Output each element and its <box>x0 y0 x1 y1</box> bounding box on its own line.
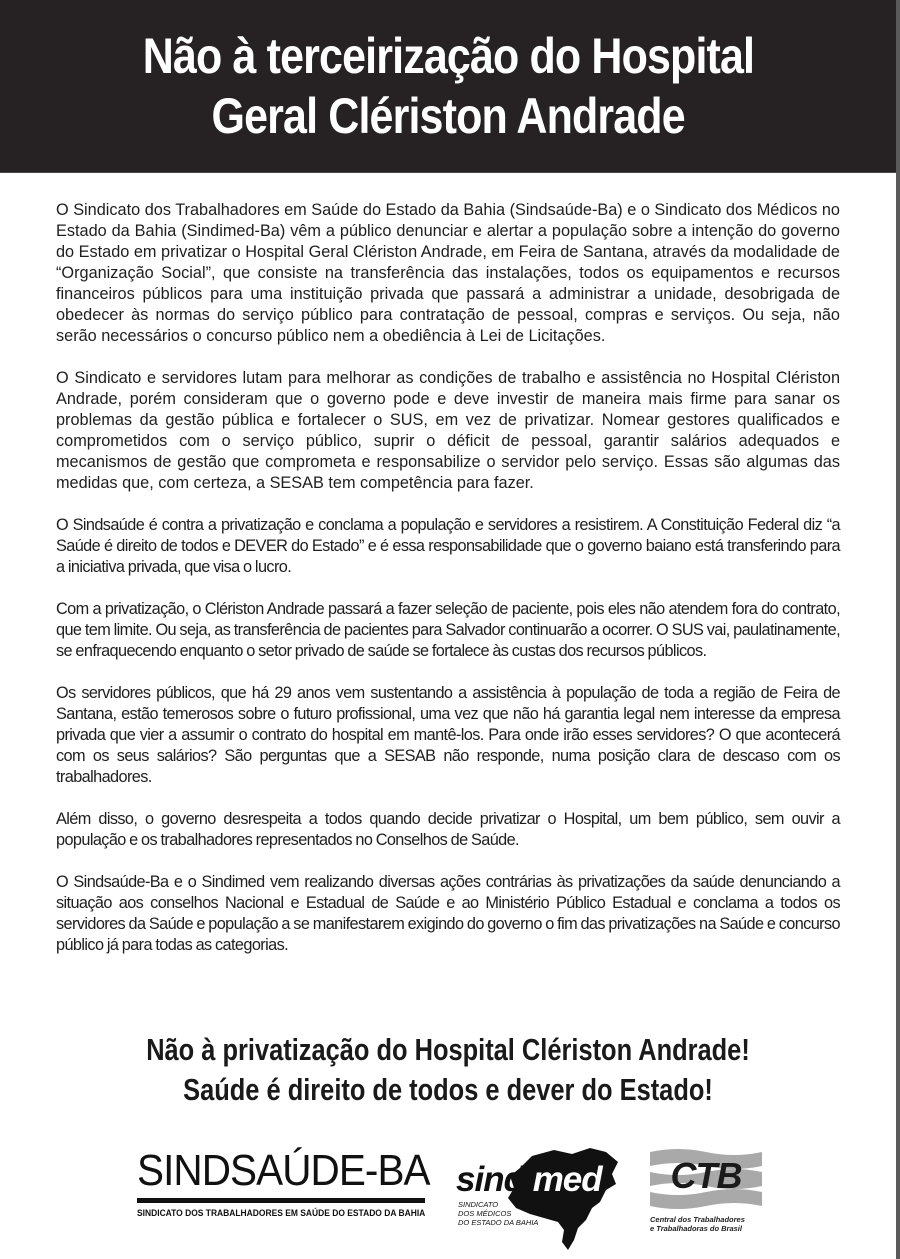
slogans <box>0 1030 896 1110</box>
ctb-logo-subtitle: Central dos Trabalhadores e Trabalhadoras do Brasil <box>650 1215 745 1233</box>
sindsaude-logo-subtitle: SINDICATO DOS TRABALHADORES EM SAÚDE DO ESTADO DA BAHIA <box>137 1208 426 1218</box>
page-title-line-1: Não à terceirização do Hospital <box>142 28 754 84</box>
sindimed-logo-subtitle: SINDICATO DOS MÉDICOS DO ESTADO DA BAHIA <box>458 1200 539 1227</box>
paragraph-actions: O Sindsaúde-Ba e o Sindimed vem realizando diversas ações contrárias às privatizações da saúde denunciando a situação aos conselhos Nacional e Estadual de Saúde e ao Ministério Público Estadual e conclama a todos os servidores da Saúde e população a se manifestarem exigindo do governo o fim das privatizações na Saúde e concurso público já para todas as categorias. <box>56 873 840 954</box>
sindimed-logo-name-part2: med <box>532 1160 602 1199</box>
sindsaude-logo-name: SINDSAÚDE-BA <box>137 1146 430 1195</box>
sindimed-logo-name <box>456 1162 602 1198</box>
ctb-logo <box>650 1146 762 1233</box>
paragraph-intro: O Sindicato dos Trabalhadores em Saúde do Estado da Bahia (Sindsaúde-Ba) e o Sindicato dos Médicos no Estado da Bahia (Sindimed-Ba) vêm a público denunciar e alertar a população sobre a intenção do governo do Estado em privatizar o Hospital Geral Clériston Andrade, em Feira de Santana, através da modalidade de “Organização Social”, que consiste na transferência das instalações, todos os equipamentos e recursos financeiros públicos para uma instituição privada que passará a administrar a unidade, desobrigada de obedecer às normas do serviço público para contratação de pessoal, compras e serviços. Ou seja, não serão necessários o concurso público nem a obediência à Lei de Licitações. <box>56 201 840 345</box>
ctb-logo-name: CTB <box>670 1155 742 1196</box>
sindsaude-logo-rule <box>137 1198 425 1203</box>
ctb-flag-area <box>650 1146 762 1210</box>
sindimed-logo <box>452 1140 622 1250</box>
paragraph-struggle: O Sindicato e servidores lutam para melhorar as condições de trabalho e assistência no Hospital Clériston Andrade, porém consideram que o governo pode e deve investir de maneira mais firme para sanar os problemas da gestão pública e fortalecer o SUS, em vez de privatizar. Nomear gestores qualificados e comprometidos com o serviço público, suprir o déficit de pessoal, garantir salários adequados e mecanismos de gestão que comprometa e responsabilize o servidor pelo serviço. Essas são algumas das medidas que, com certeza, a SESAB tem competência para fazer. <box>56 369 840 492</box>
slogan-health-right: Saúde é direito de todos e dever do Estado! <box>183 1072 713 1107</box>
header-banner <box>0 0 896 173</box>
sindimed-logo-name-part1: sindi <box>456 1160 533 1199</box>
paragraph-patient-selection: Com a privatização, o Clériston Andrade passará a fazer seleção de paciente, pois eles não atendem fora do contrato, que tem limite. Ou seja, as transferência de pacientes para Salvador continuarão a ocorrer. O SUS vai, paulatinamente, se enfraquecendo enquanto o setor privado de saúde se fortalece às custas dos recursos públicos. <box>56 600 840 660</box>
slogan-no-privatization: Não à privatização do Hospital Clériston Andrade! <box>146 1032 750 1067</box>
page-title-line-2: Geral Clériston Andrade <box>211 88 685 144</box>
sindsaude-logo <box>137 1146 430 1220</box>
paragraph-constitution: O Sindsaúde é contra a privatização e conclama a população e servidores a resistirem. A Constituição Federal diz “a Saúde é direito de todos e DEVER do Estado” e é essa responsabilidade que o governo baiano está transferindo para a iniciativa privada, que visa o lucro. <box>56 516 840 576</box>
logos-footer <box>0 1140 896 1250</box>
paragraph-disrespect: Além disso, o governo desrespeita a todos quando decide privatizar o Hospital, um bem público, sem ouvir a população e os trabalhadores representados no Conselhos de Saúde. <box>56 810 840 849</box>
article-body <box>56 200 840 977</box>
paragraph-servers: Os servidores públicos, que há 29 anos vem sustentando a assistência à população de toda a região de Feira de Santana, estão temerosos sobre o futuro profissional, uma vez que não há garantia legal nem interesse da empresa privada que vier a assumir o contrato do hospital em mantê-los. Para onde irão esses servidores? O que acontecerá com os seus salários? São perguntas que a SESAB não responde, numa posição clara de descaso com os trabalhadores. <box>56 684 840 786</box>
